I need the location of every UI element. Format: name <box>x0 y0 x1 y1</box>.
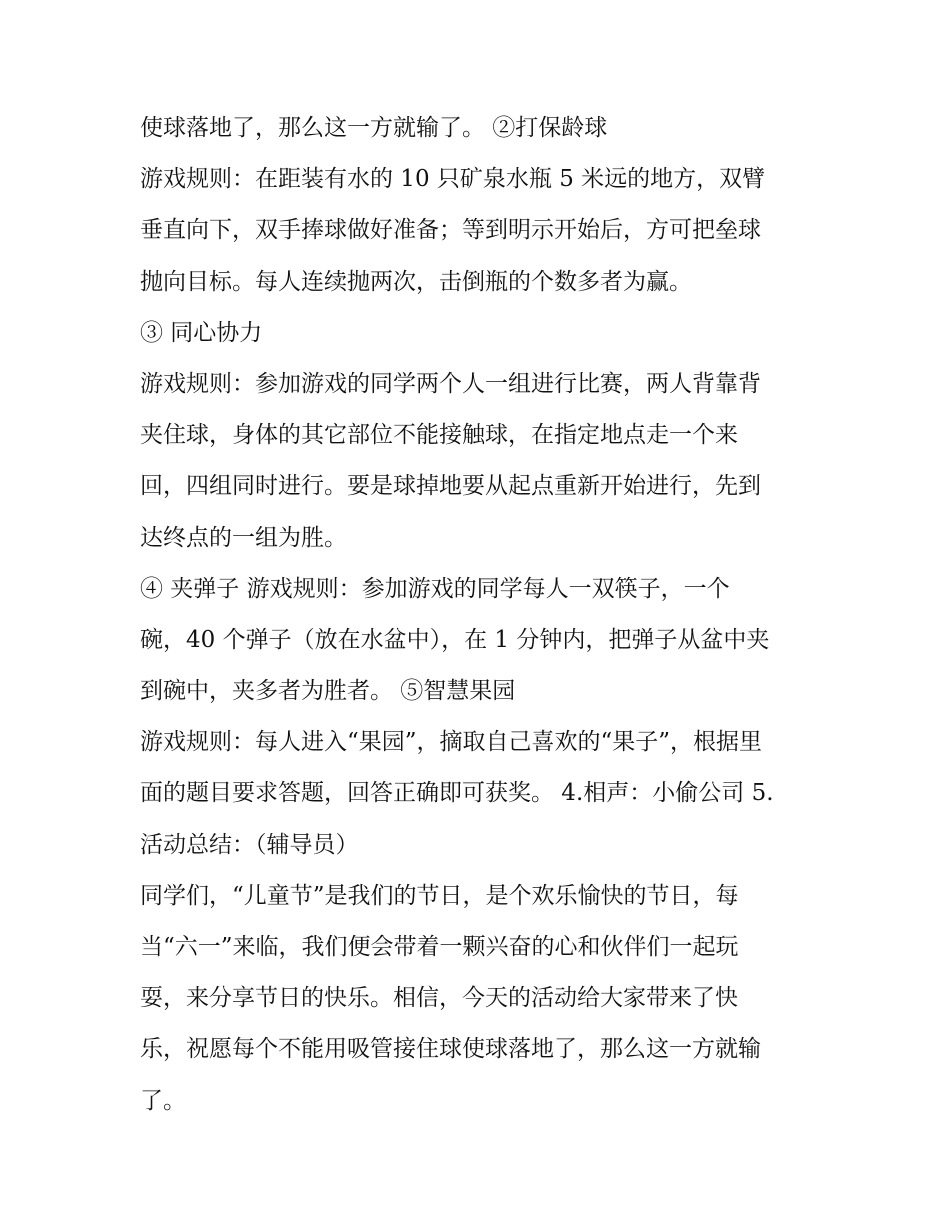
text-line: 同学们，“儿童节”是我们的节日，是个欢乐愉快的节日，每 <box>140 882 739 909</box>
text-line: 游戏规则：每人进入“果园”，摘取自己喜欢的“果子”，根据里 <box>140 729 763 756</box>
text-line: 达终点的一组为胜。 <box>140 524 347 551</box>
text-line: 耍，来分享节日的快乐。相信，今天的活动给大家带来了快 <box>140 985 738 1012</box>
text-line: 游戏规则：参加游戏的同学两个人一组进行比赛，两人背靠背 <box>140 370 761 397</box>
text-line: ④ 夹弹子 游戏规则：参加游戏的同学每人一双筷子，一个 <box>140 575 730 602</box>
text-line: 活动总结：（辅导员） <box>140 831 359 858</box>
text-line: 抛向目标。每人连续抛两次，击倒瓶的个数多者为赢。 <box>140 268 692 295</box>
text-line: 当“六一”来临，我们便会带着一颗兴奋的心和伙伴们一起玩 <box>140 934 739 960</box>
text-line: 碗，40 个弹子（放在水盆中），在 1 分钟内，把弹子从盆中夹 <box>140 626 770 653</box>
text-line: 回，四组同时进行。要是球掉地要从起点重新开始进行，先到 <box>140 473 761 500</box>
text-line: 了。 <box>140 1087 186 1114</box>
text-line: ③ 同心协力 <box>140 319 263 346</box>
body-text <box>140 103 820 1127</box>
text-line: 到碗中，夹多者为胜者。 ⑤智慧果园 <box>140 678 516 705</box>
text-line: 使球落地了，那么这一方就输了。 ②打保龄球 <box>140 115 608 141</box>
text-line: 垂直向下，双手捧球做好准备；等到明示开始后，方可把垒球 <box>140 217 761 244</box>
text-line: 夹住球，身体的其它部位不能接触球，在指定地点走一个来 <box>140 422 738 449</box>
text-line: 游戏规则：在距装有水的 10 只矿泉水瓶 5 米远的地方，双臂 <box>140 166 766 193</box>
text-line: 面的题目要求答题，回答正确即可获奖。 4.相声：小偷公司 5. <box>140 780 774 807</box>
text-line: 乐，祝愿每个不能用吸管接住球使球落地了，那么这一方就输 <box>140 1036 761 1063</box>
